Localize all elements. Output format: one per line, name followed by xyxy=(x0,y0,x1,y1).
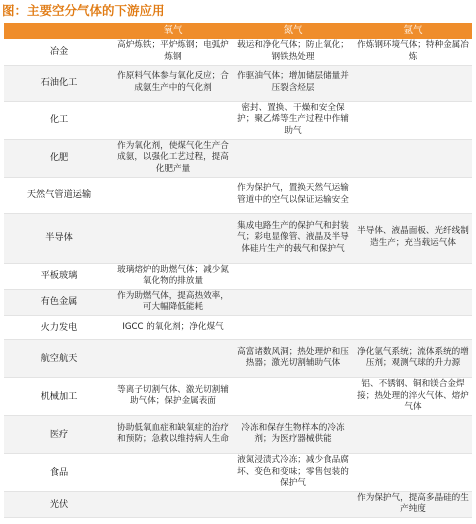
table-row xyxy=(4,39,472,65)
table-row xyxy=(4,263,472,289)
header-application xyxy=(4,23,114,39)
oxygen-cell: 作为助燃气体，提高热效率，可大幅降低能耗 xyxy=(114,289,232,315)
application-cell: 平板玻璃 xyxy=(4,263,114,289)
oxygen-cell: IGCC 的氧化剂；净化煤气 xyxy=(114,315,232,339)
oxygen-cell xyxy=(114,101,232,139)
table-row xyxy=(4,177,472,213)
table-row xyxy=(4,65,472,101)
application-cell: 有色金属 xyxy=(4,289,114,315)
application-cell: 火力发电 xyxy=(4,315,114,339)
oxygen-cell xyxy=(114,491,232,517)
table-row xyxy=(4,315,472,339)
argon-cell xyxy=(354,453,472,491)
argon-cell: 作为保护气，提高多晶硅的生产纯度 xyxy=(354,491,472,517)
application-cell: 光伏 xyxy=(4,491,114,517)
application-cell: 医疗 xyxy=(4,415,114,453)
table-row xyxy=(4,491,472,517)
oxygen-cell xyxy=(114,213,232,263)
nitrogen-cell: 作为保护气，置换天然气运输管道中的空气以保证运输安全 xyxy=(232,177,354,213)
oxygen-cell xyxy=(114,453,232,491)
nitrogen-cell: 集成电路生产的保护气和封装气；彩电显像管、液晶及半导体硅片生产的载气和保护气 xyxy=(232,213,354,263)
application-cell: 食品 xyxy=(4,453,114,491)
table-row xyxy=(4,453,472,491)
application-cell: 机械加工 xyxy=(4,377,114,415)
application-cell: 天然气管道运输 xyxy=(4,177,114,213)
table-row xyxy=(4,101,472,139)
application-cell: 化肥 xyxy=(4,139,114,177)
gas-application-table xyxy=(4,23,472,518)
table-row xyxy=(4,213,472,263)
oxygen-cell: 高炉炼铁；平炉炼钢；电弧炉炼钢 xyxy=(114,39,232,65)
nitrogen-cell xyxy=(232,289,354,315)
argon-cell xyxy=(354,289,472,315)
argon-cell: 半导体、液晶面板、光纤线制造生产；充当载运气体 xyxy=(354,213,472,263)
nitrogen-cell xyxy=(232,491,354,517)
header-argon: 氩气 xyxy=(354,23,472,39)
argon-cell xyxy=(354,315,472,339)
argon-cell xyxy=(354,263,472,289)
nitrogen-cell: 液氮浸渍式冷冻；减少食品腐坏、变色和变味；零售包装的保护气 xyxy=(232,453,354,491)
table-row xyxy=(4,377,472,415)
argon-cell xyxy=(354,101,472,139)
table-row xyxy=(4,289,472,315)
table-row xyxy=(4,139,472,177)
header-nitrogen: 氮气 xyxy=(232,23,354,39)
nitrogen-cell: 冷冻和保存生物样本的冷冻剂；为医疗器械供能 xyxy=(232,415,354,453)
oxygen-cell xyxy=(114,339,232,377)
nitrogen-cell xyxy=(232,315,354,339)
nitrogen-cell: 作驱油气体；增加储层储量并压裂含烃层 xyxy=(232,65,354,101)
table-header-row xyxy=(4,23,472,39)
nitrogen-cell xyxy=(232,263,354,289)
oxygen-cell: 作原料气体参与氧化反应；合成氨生产中的气化剂 xyxy=(114,65,232,101)
argon-cell: 铝、不锈钢、铜和镁合金焊接；热处理的淬火气体、熔炉气体 xyxy=(354,377,472,415)
oxygen-cell: 协助低氧血症和缺氧症的治疗和预防；急救以维持病人生命 xyxy=(114,415,232,453)
argon-cell: 净化氩气系统；流体系统的增压剂；观测气球的升力源 xyxy=(354,339,472,377)
argon-cell xyxy=(354,415,472,453)
application-cell: 航空航天 xyxy=(4,339,114,377)
argon-cell xyxy=(354,139,472,177)
oxygen-cell: 作为氧化剂，使煤气化生产合成氨，以强化工艺过程，提高化肥产量 xyxy=(114,139,232,177)
header-oxygen: 氧气 xyxy=(114,23,232,39)
oxygen-cell: 玻璃熔炉的助燃气体；减少氮氧化物的排放量 xyxy=(114,263,232,289)
nitrogen-cell: 高富诸数风洞；热处理炉和压热器；激光切割辅助气体 xyxy=(232,339,354,377)
table-row xyxy=(4,339,472,377)
application-cell: 半导体 xyxy=(4,213,114,263)
argon-cell xyxy=(354,177,472,213)
argon-cell: 作炼钢环境气体；特种金属冶炼 xyxy=(354,39,472,65)
table-row xyxy=(4,415,472,453)
page-title: 图：主要空分气体的下游应用 xyxy=(2,3,165,18)
nitrogen-cell: 密封、置换、干燥和安全保护；聚乙烯等生产过程中作辅助气 xyxy=(232,101,354,139)
nitrogen-cell: 载运和净化气体；防止氧化；钢铁热处理 xyxy=(232,39,354,65)
application-cell: 化工 xyxy=(4,101,114,139)
application-cell: 冶金 xyxy=(4,39,114,65)
nitrogen-cell xyxy=(232,377,354,415)
argon-cell xyxy=(354,65,472,101)
oxygen-cell: 等离子切割气体、激光切割辅助气体；保护金属表面 xyxy=(114,377,232,415)
application-cell: 石油化工 xyxy=(4,65,114,101)
nitrogen-cell xyxy=(232,139,354,177)
oxygen-cell xyxy=(114,177,232,213)
